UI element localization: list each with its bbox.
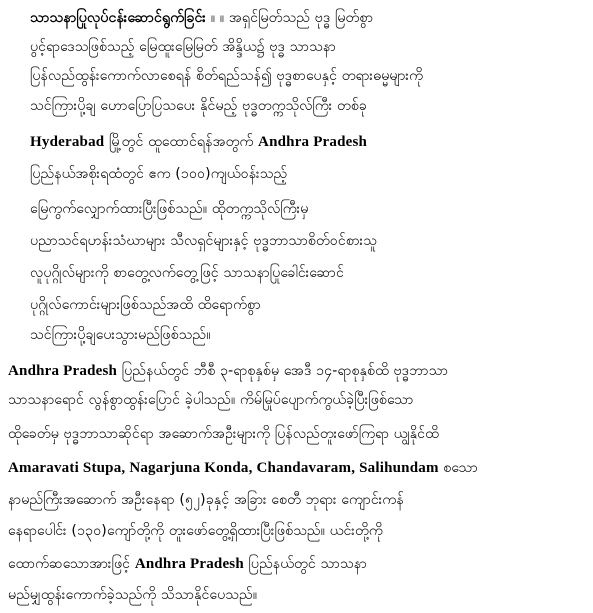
- paragraph-2-line-8: မည်မျှထွန်းကောက်ခဲ့သည်ကို သိသာနိုင်ပေသည်။: [8, 587, 258, 603]
- paragraph-1-line-9: လူပုဂ္ဂိုလ်များကို စာတွေ့လက်တွေ့ဖြင့် သာသနာပြုခေါင်းဆောင်: [30, 265, 344, 281]
- paragraph-2-line-2: သာသနာရောင် လွန်စွာထွန်းပြောင် ခဲ့ပါသည်။ ကိမ်မြုပ်ပျောက်ကွယ်ခဲ့ပြီးဖြစ်သော: [8, 392, 414, 408]
- place-name-andhra-pradesh: Andhra Pradesh: [258, 134, 368, 150]
- paragraph-2-line-4: [8, 454, 478, 482]
- paragraph-1-line-8: ပညာသင်ရဟန်းသံဃာများ သီလရှင်များနှင့် ဗုဒ္ဓဘာသာစိတ်ဝင်စားသူ: [30, 233, 377, 249]
- paragraph-1-line-1: [30, 4, 373, 32]
- paragraph-1-line-5: [30, 128, 367, 156]
- text-run: ။ ။ အရှင်မြတ်သည် ဗုဒ္ဓ မြတ်စွာ: [206, 10, 374, 26]
- text-run: မြို့တွင် ထူထောင်ရန်အတွက်: [104, 134, 259, 150]
- site-names: Amaravati Stupa, Nagarjuna Konda, Chandavaram, Salihundam: [8, 460, 439, 476]
- paragraph-1-line-7: မြေကွက်လျှောက်ထားပြီးဖြစ်သည်။ ထိုတက္ကသိုလ်ကြီးမှ: [30, 201, 309, 217]
- paragraph-1-line-11: သင်ကြားပို့ချပေးသွားမည်ဖြစ်သည်။: [30, 327, 211, 343]
- text-run: စသော: [438, 460, 478, 476]
- paragraph-1-line-3: ပြန်လည်ထွန်းကောက်လာစေရန် စိတ်ရည်သန်၍ ဗုဒ္ဓစာပေနှင့် တရားဓမ္မများကို: [30, 68, 424, 84]
- place-name-hyderabad: Hyderabad: [30, 134, 105, 150]
- paragraph-1-line-6: ပြည်နယ်အစိုးရထံတွင် ဧက (၁၀၀)ကျယ်ဝန်းသည့်: [30, 166, 288, 182]
- place-name-andhra-pradesh: Andhra Pradesh: [8, 363, 118, 379]
- paragraph-2-line-7: [8, 550, 367, 578]
- paragraph-2-line-3: ထိုခေတ်မှ ဗုဒ္ဓဘာသာဆိုင်ရာ အဆောက်အဦးများကို ပြန်လည်တူးဖော်ကြရာ ယျွနိုင်ထိ: [8, 426, 439, 442]
- section-heading: သာသနာပြုလုပ်ငန်းဆောင်ရွက်ခြင်း: [30, 10, 207, 26]
- paragraph-1-line-2: ပွင့်ရာဒေသဖြစ်သည့် မြေထူးမြေမြတ် အိန္ဒိယ၌ ဗုဒ္ဓ သာသနာ: [30, 39, 337, 55]
- text-run: ပြည်နယ်တွင် ဘီစီ ၃-ရာစုနှစ်မှ အေဒီ ၁၄-ရာစုနှစ်ထိ ဗုဒ္ဓဘာသာ: [117, 363, 449, 379]
- paragraph-1-line-4: သင်ကြားပို့ချ ဟောပြောပြသပေး နိုင်မည့် ဗုဒ္ဓတက္ကသိုလ်ကြီး တစ်ခု: [30, 98, 367, 114]
- paragraph-2-line-1: [8, 357, 448, 385]
- paragraph-1-line-10: ပုဂ္ဂိုလ်ကောင်းများဖြစ်သည်အထိ ထိရောက်စွာ: [30, 297, 261, 313]
- paragraph-2-line-6: နေရာပေါင်း (၁၃၀)ကျော်တို့ကို တူးဖော်တွေ့ရှိထားပြီးဖြစ်သည်။ ယင်းတို့ကို: [8, 523, 383, 539]
- paragraph-2-line-5: နာမည်ကြီးအဆောက် အဦးနေရာ (၅၂)ခုနှင့် အခြား စေတီ ဘုရား ကျောင်းကန်: [8, 492, 404, 508]
- text-run: ထောက်ဆသောအားဖြင့်: [8, 556, 135, 572]
- text-run: ပြည်နယ်တွင် သာသနာ: [243, 556, 367, 572]
- place-name-andhra-pradesh: Andhra Pradesh: [134, 556, 244, 572]
